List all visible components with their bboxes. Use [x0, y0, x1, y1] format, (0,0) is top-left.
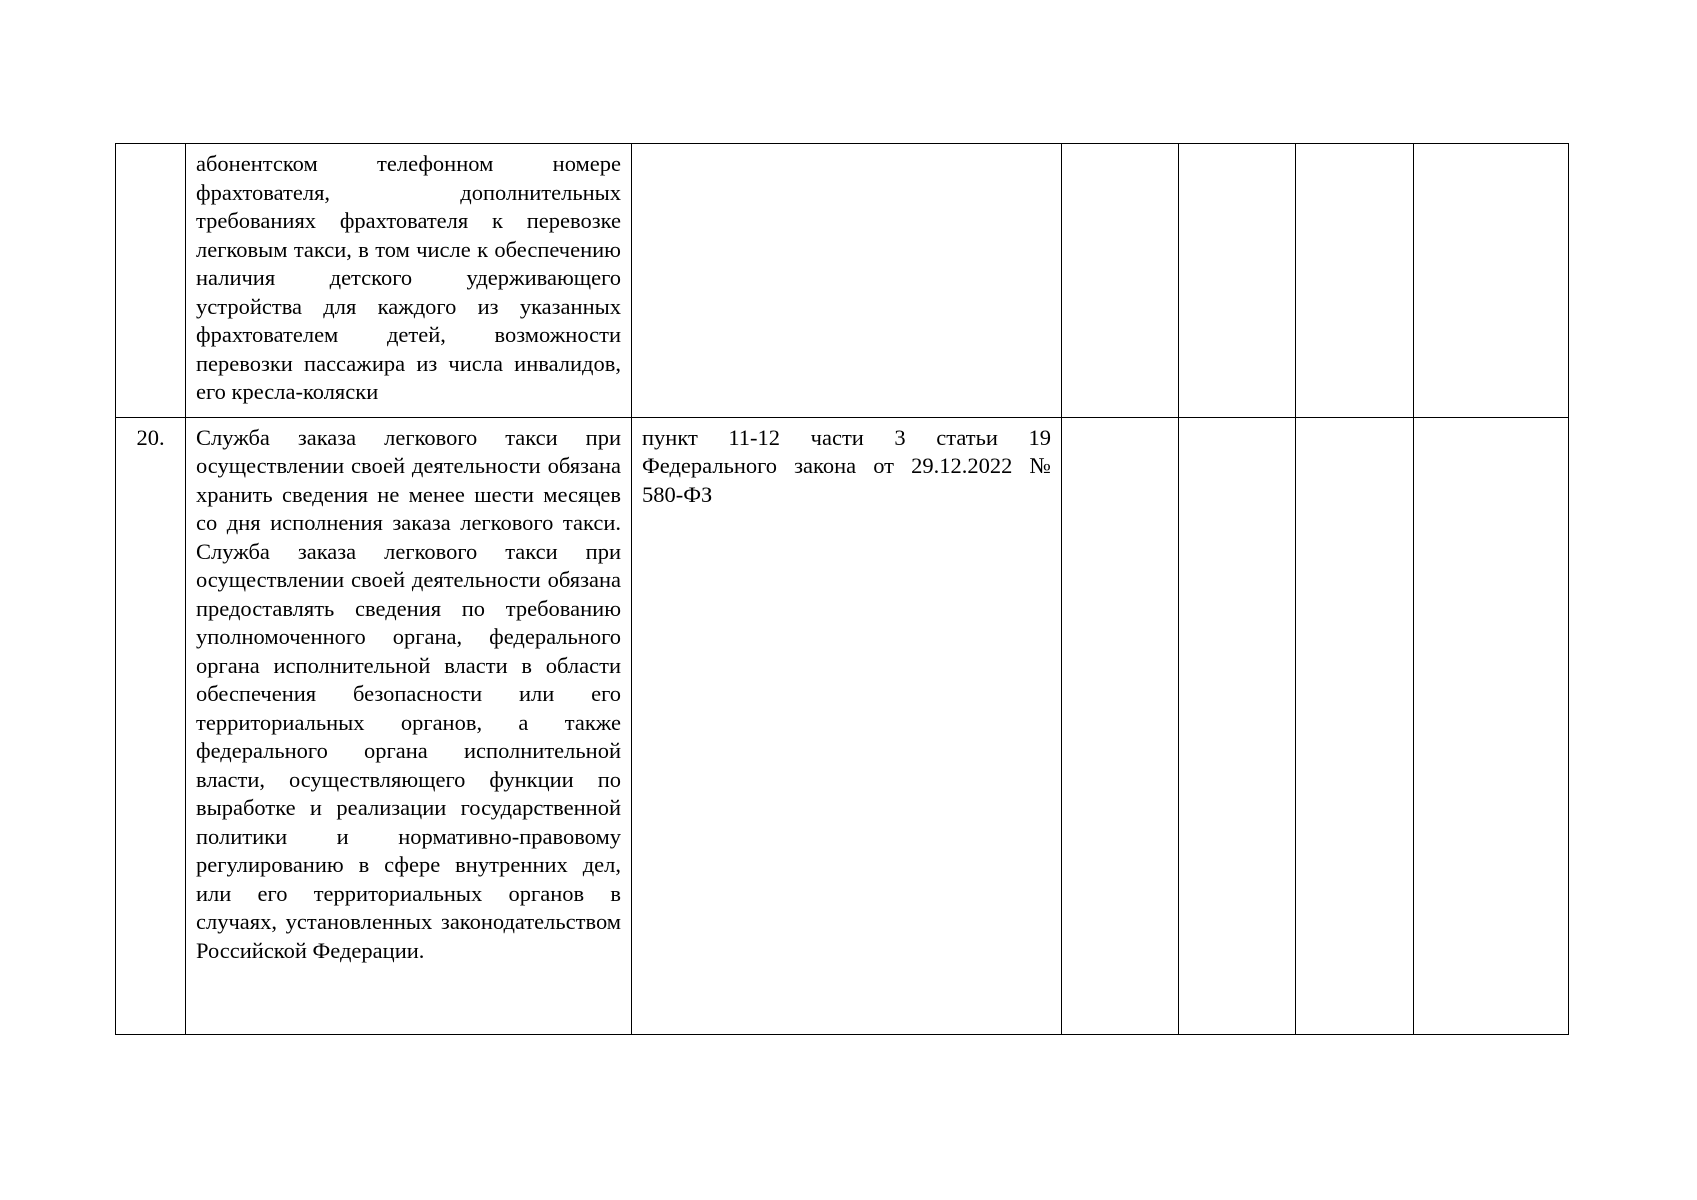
empty-cell	[1179, 144, 1296, 418]
empty-cell	[1414, 417, 1569, 1034]
row-number-cell: 20.	[116, 417, 186, 1034]
empty-cell	[1062, 417, 1179, 1034]
table-row	[116, 144, 1569, 418]
legal-reference-cell: пункт 11-12 части 3 статьи 19 Федерального закона от 29.12.2022 № 580-ФЗ	[632, 417, 1062, 1034]
empty-cell	[1179, 417, 1296, 1034]
empty-cell	[1062, 144, 1179, 418]
empty-cell	[1296, 417, 1414, 1034]
requirement-cell: Служба заказа легкового такси при осуществлении своей деятельности обязана хранить сведения не менее шести месяцев со дня исполнения заказа легкового такси. Служба заказа легкового такси при осуществлении своей деятельности обязана предоставлять сведения по требованию уполномоченного органа, федерального органа исполнительной власти в области обеспечения безопасности или его территориальных органов, а также федерального органа исполнительной власти, осуществляющего функции по выработке и реализации государственной политики и нормативно-правовому регулированию в сфере внутренних дел, или его территориальных органов в случаях, установленных законодательством Российской Федерации.	[186, 417, 632, 1034]
legal-reference-cell	[632, 144, 1062, 418]
empty-cell	[1414, 144, 1569, 418]
requirement-cell: абонентском телефонном номере фрахтователя, дополнительных требованиях фрахтователя к перевозке легковым такси, в том числе к обеспечению наличия детского удерживающего устройства для каждого из указанных фрахтователем детей, возможности перевозки пассажира из числа инвалидов, его кресла-коляски	[186, 144, 632, 418]
empty-cell	[1296, 144, 1414, 418]
table-row	[116, 417, 1569, 1034]
row-number-cell	[116, 144, 186, 418]
requirements-table	[115, 143, 1569, 1035]
